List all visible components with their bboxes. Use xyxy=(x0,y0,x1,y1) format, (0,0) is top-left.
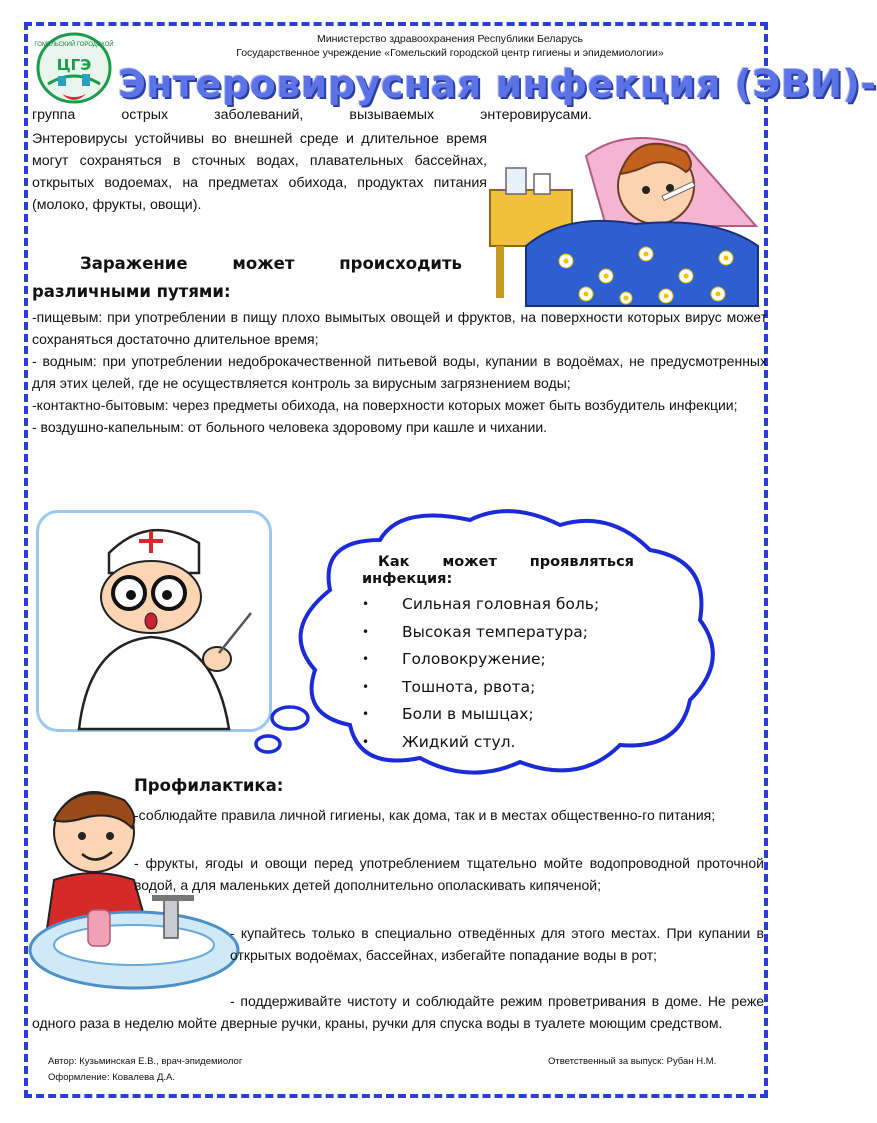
institution-line: Государственное учреждение «Гомельский городской центр гигиены и эпидемиологии» xyxy=(236,47,664,59)
symptom-item: • Боли в мышцах; xyxy=(362,705,534,723)
symptom-item: • Головокружение; xyxy=(362,650,546,668)
prevention-item-3: - купайтесь только в специально отведённых для этого местах. При купании в открытых водоёмах, бассейнах, избегайте попадание воды в рот; xyxy=(230,925,764,963)
symptoms-heading: Как может проявляться инфекция: xyxy=(362,554,634,587)
intro-line1: группа острых заболеваний, вызываемых энтеровирусами. xyxy=(32,107,592,123)
footer-responsible: Ответственный за выпуск: Рубан Н.М. xyxy=(548,1056,717,1067)
ministry-line: Министерство здравоохранения Республики Беларусь xyxy=(317,33,583,45)
symptom-item: • Жидкий стул. xyxy=(362,732,516,751)
way-food: -пищевым: при употреблении в пищу плохо вымытых овощей и фруктов, на поверхности которых вирус может сохраняться достаточно длительное время; xyxy=(32,309,767,347)
infection-heading: Заражение может происходить различными путями: xyxy=(32,254,462,301)
logo-middle-text: ЦГЭ xyxy=(56,56,92,74)
intro-paragraph: Энтеровирусы устойчивы во внешней среде и длительное время могут сохраняться в сточных водах, плавательных бассейнах, открытых водоемах, на предметах обихода, продуктах питания (молоко, фрукты, овощи). xyxy=(32,131,487,213)
prevention-item-2: - фрукты, ягоды и овощи перед употреблением тщательно мойте водопроводной проточной водой, а для маленьких детей дополнительно ополаскивать кипяченой; xyxy=(134,855,764,893)
symptom-item: • Сильная головная боль; xyxy=(362,595,600,613)
way-water: - водным: при употреблении недоброкачественной питьевой воды, купании в водоёмах, не предусмотренных для этих целей, где не осуществляется контроль за вирусным загрязнением воды; xyxy=(32,353,767,391)
sick-child-illustration xyxy=(486,116,766,316)
doctor-illustration xyxy=(39,513,269,729)
symptom-item: • Тошнота, рвота; xyxy=(362,677,536,696)
footer-design: Оформление: Ковалева Д.А. xyxy=(48,1072,176,1083)
logo-top-text: ГОМЕЛЬСКИЙ ГОРОДСКОЙ xyxy=(34,42,114,48)
prevention-item-4: - поддерживайте чистоту и соблюдайте режим проветривания в доме. Не реже одного раза в неделю мойте дверные ручки, краны, ручки для спуска воды в туалете моющим средством. xyxy=(32,993,764,1031)
prevention-item-1: -соблюдайте правила личной гигиены, как дома, так и в местах общественно-го питания; xyxy=(134,807,716,823)
symptom-item: • Высокая температура; xyxy=(362,622,589,641)
footer-author: Автор: Кузьминская Е.В., врач-эпидемиолог xyxy=(48,1056,243,1067)
way-airborne: - воздушно-капельным: от больного человека здоровому при кашле и чихании. xyxy=(32,419,548,435)
way-contact: -контактно-бытовым: через предметы обихода, на поверхности которых может быть возбудитель инфекции; xyxy=(32,397,738,413)
logo-emblem xyxy=(34,28,118,112)
symptoms-list xyxy=(356,591,599,756)
infection-ways xyxy=(32,306,767,438)
prevention-heading: Профилактика: xyxy=(134,776,284,795)
page-title: Энтеровирусная инфекция (ЭВИ)- xyxy=(118,62,877,106)
doctor-frame xyxy=(36,510,272,732)
